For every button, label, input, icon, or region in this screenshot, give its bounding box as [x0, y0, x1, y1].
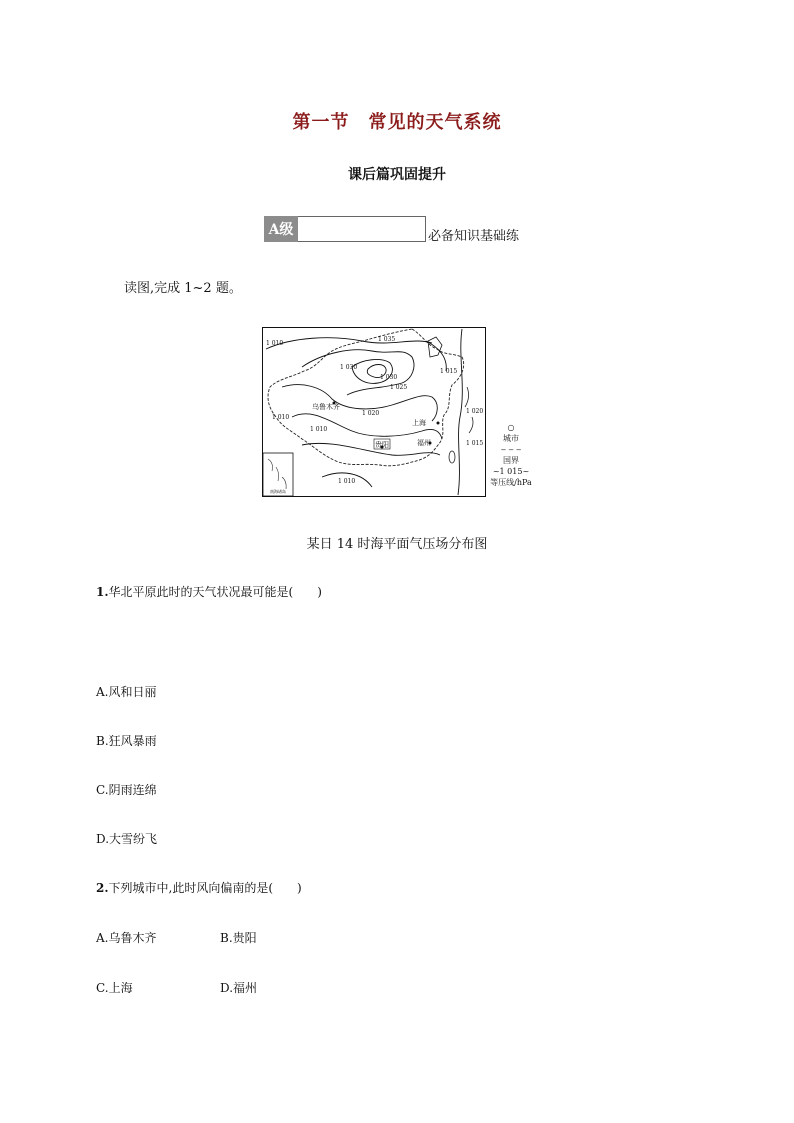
intro-text: 读图,完成 1~2 题。 — [124, 281, 242, 296]
question-1 — [96, 583, 322, 600]
map-legend — [488, 422, 534, 488]
city-guiyang: 贵阳 — [375, 441, 389, 449]
option[interactable]: A.乌鲁木齐 — [96, 931, 157, 945]
isobar-label: 1 010 — [266, 340, 284, 347]
section-subtitle: 课后篇巩固提升 — [348, 167, 446, 183]
isobar-label: 1 010 — [338, 478, 356, 485]
level-header — [264, 214, 519, 242]
question-2 — [96, 879, 302, 896]
legend-isobar-value: ~1 015~ — [492, 467, 530, 476]
legend-city: 城市 — [503, 434, 519, 443]
map-caption: 某日 14 时海平面气压场分布图 — [306, 537, 488, 552]
city-shanghai: 上海 — [412, 419, 426, 427]
question-number: 1. — [96, 585, 109, 599]
option[interactable]: D.大雪纷飞 — [96, 832, 158, 846]
city-fuzhou: 福州 — [417, 439, 431, 447]
inset-label: 南海诸岛 — [270, 489, 286, 494]
isobar-label: 1 010 — [272, 414, 290, 421]
question-number: 2. — [96, 881, 109, 895]
isobar-label: 1 030 — [340, 364, 358, 371]
option[interactable]: C.上海 — [96, 981, 133, 995]
isobar-label: 1 015 — [440, 368, 458, 375]
isobar-label: 1 010 — [310, 426, 328, 433]
level-box — [298, 216, 426, 242]
question-text: 华北平原此时的天气状况最可能是( ) — [108, 585, 322, 599]
border-line-icon: ‒ ‒ ‒ — [500, 445, 522, 454]
option[interactable]: B.狂风暴雨 — [96, 734, 157, 748]
city-urumqi: 乌鲁木齐 — [312, 403, 340, 411]
legend-border: 国界 — [503, 456, 519, 465]
isobar-label: 1 035 — [378, 336, 396, 343]
section-title: 第一节 常见的天气系统 — [292, 112, 502, 133]
level-label: 必备知识基础练 — [428, 229, 520, 244]
isobar-label: 1 020 — [362, 410, 380, 417]
isobar-label: 1 015 — [466, 440, 484, 447]
pressure-map — [262, 327, 486, 497]
isobar-label: 1 020 — [466, 408, 484, 415]
option[interactable]: C.阴雨连绵 — [96, 783, 157, 797]
city-dot-icon: ○ — [507, 423, 515, 432]
question-text: 下列城市中,此时风向偏南的是( ) — [108, 881, 302, 895]
isobar-label: 1 025 — [390, 384, 408, 391]
option[interactable]: A.风和日丽 — [96, 685, 157, 699]
legend-isobar: 等压线/hPa — [490, 478, 532, 487]
level-badge: A级 — [264, 216, 298, 242]
option[interactable]: B.贵阳 — [220, 931, 257, 945]
option[interactable]: D.福州 — [220, 981, 258, 995]
isobar-label: 1 030 — [380, 374, 398, 381]
